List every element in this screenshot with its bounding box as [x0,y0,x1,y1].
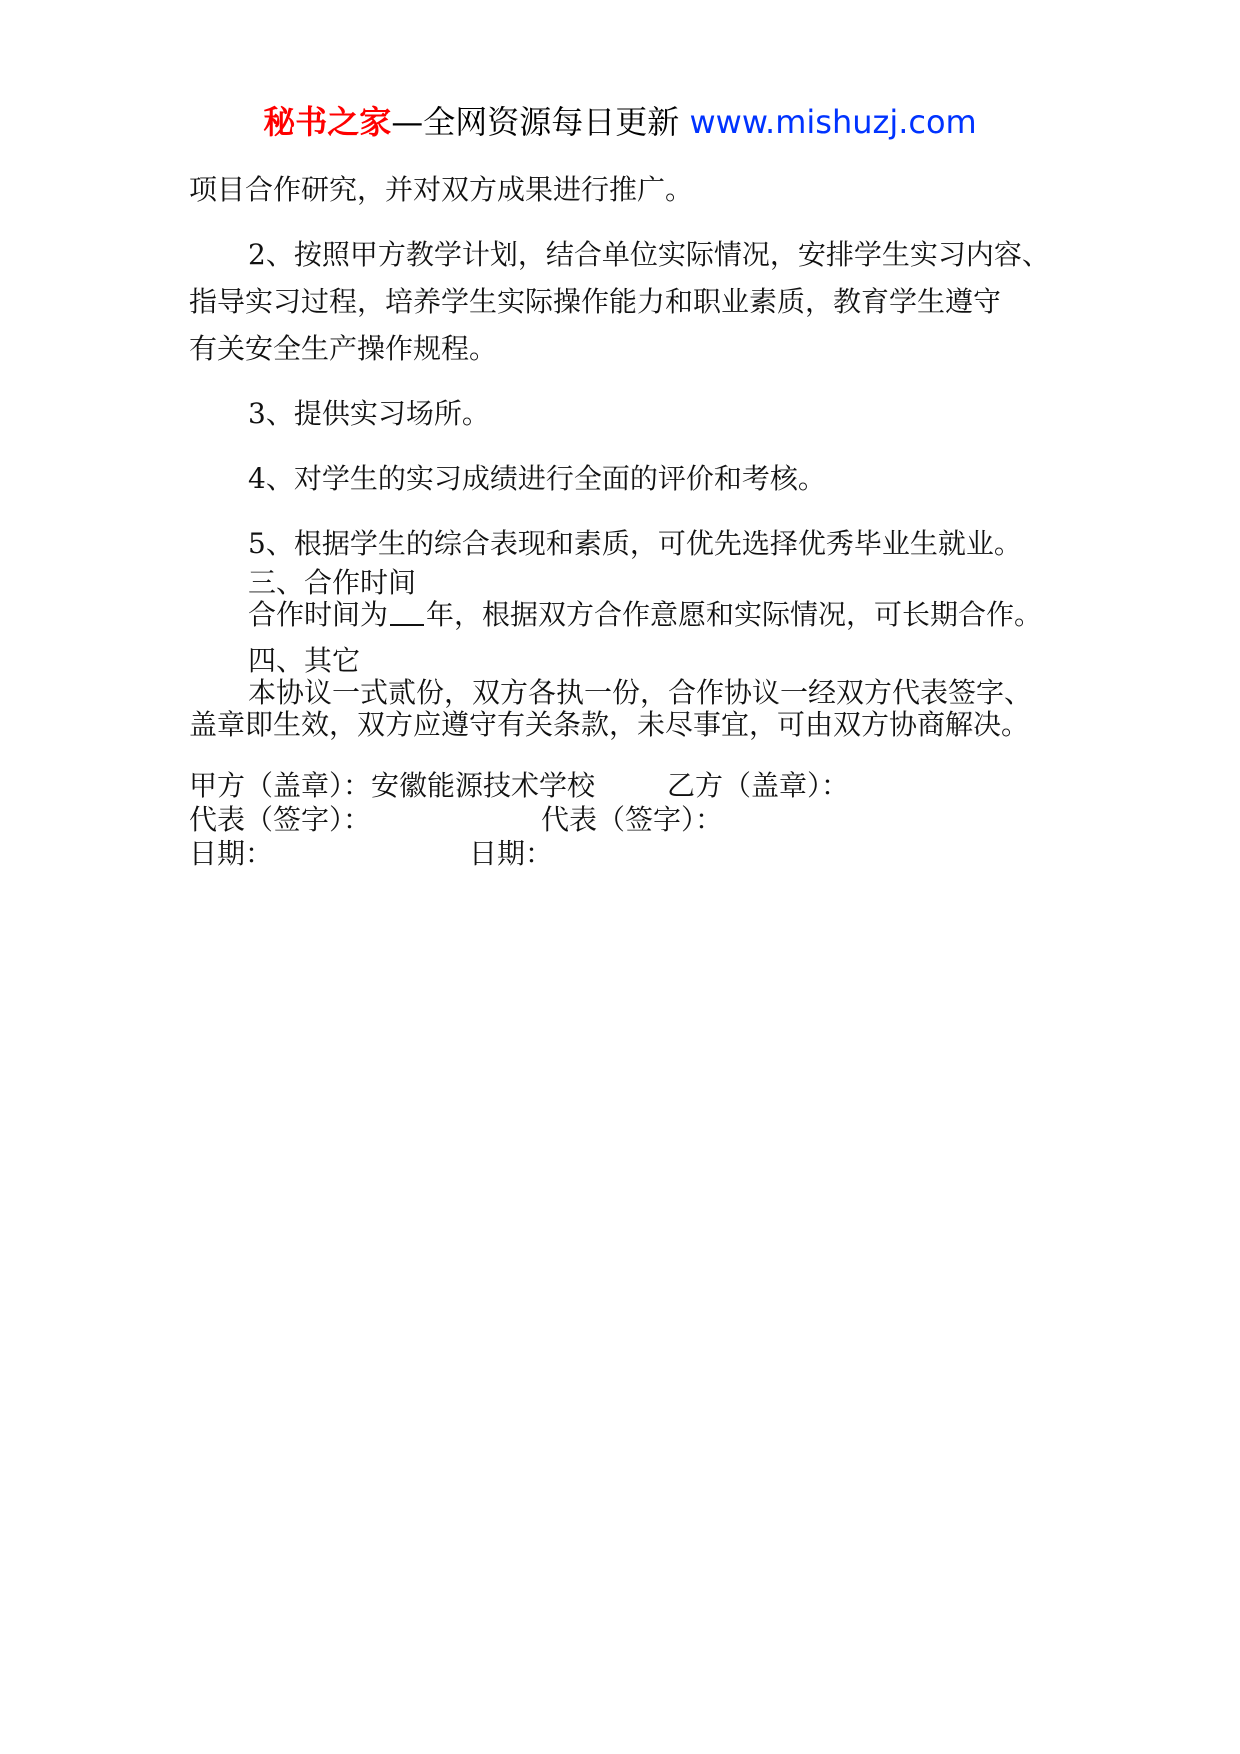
section-title-cooperation-time: 三、合作时间 [248,566,417,599]
document-body [189,166,1079,871]
paragraph-line: 项目合作研究，并对双方成果进行推广。 [189,173,694,206]
site-header [0,100,1240,144]
site-url-link[interactable]: www.mishuzj.com [689,103,977,141]
party-b-representative-label: 代表（签字）： [541,803,724,836]
party-b-date-label: 日期： [469,837,554,870]
cooperation-time-text [189,599,1079,631]
section-title-other: 四、其它 [248,644,361,677]
list-item-2-line-2: 指导实习过程，培养学生实际操作能力和职业素质，教育学生遵守 [189,285,1002,318]
signature-row-representative [189,803,1079,837]
cooperation-time-prefix: 合作时间为 [248,598,389,631]
list-item-4: 4、对学生的实习成绩进行全面的评价和考核。 [248,462,826,495]
cooperation-time-suffix: 年，根据双方合作意愿和实际情况，可长期合作。 [426,598,1043,631]
years-blank-field [390,600,424,626]
list-item-3: 3、提供实习场所。 [248,397,490,430]
other-clause-line-1: 本协议一式贰份，双方各执一份，合作协议一经双方代表签字、 [248,676,1033,709]
party-a-seal-label: 甲方（盖章）：安徽能源技术学校 [189,769,596,802]
party-b-seal-label: 乙方（盖章）： [667,769,850,802]
signature-row-date [189,837,1079,871]
list-item-2-line-3: 有关安全生产操作规程。 [189,332,498,365]
party-a-representative-label: 代表（签字）： [189,803,372,836]
site-brand: 秘书之家 [263,103,392,141]
other-clause-line-2: 盖章即生效，双方应遵守有关条款，未尽事宜，可由双方协商解决。 [189,708,1030,741]
party-a-date-label: 日期： [189,837,274,870]
signature-row-seal [189,769,1079,803]
list-item-2-line-1: 2、按照甲方教学计划，结合单位实际情况，安排学生实习内容、 [248,238,1050,271]
list-item-5: 5、根据学生的综合表现和素质，可优先选择优秀毕业生就业。 [248,527,1022,560]
site-slogan: —全网资源每日更新 [391,103,680,141]
